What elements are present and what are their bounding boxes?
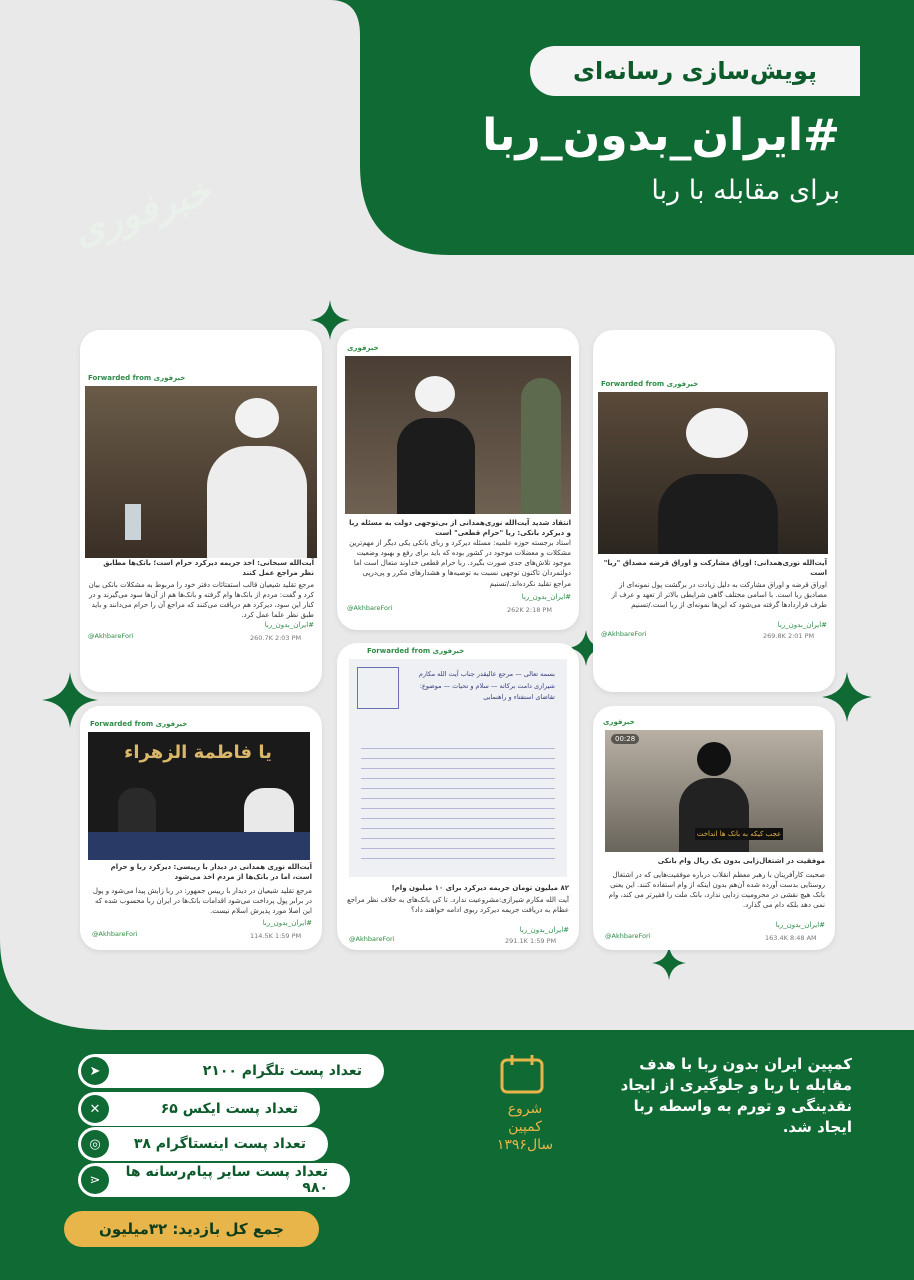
channel-label: خبرفوری: [603, 718, 635, 726]
post-card[interactable]: [593, 330, 835, 692]
video-duration: 00:28: [611, 734, 639, 744]
post-hashtag[interactable]: #ایران_بدون_ربا: [521, 593, 571, 601]
post-card[interactable]: [593, 706, 835, 950]
post-hashtag[interactable]: #ایران_بدون_ربا: [262, 919, 312, 927]
post-headline: آیت‌الله سبحانی: اخذ جریمه دیرکرد حرام است؛ بانک‌ها مطابق نظر مراجع عمل کنند: [103, 559, 314, 578]
forwarded-label: Forwarded from خبرفوری: [90, 720, 188, 728]
post-hashtag[interactable]: #ایران_بدون_ربا: [519, 926, 569, 934]
post-headline: انتقاد شدید آیت‌الله نوری‌همدانی از بی‌توجهی دولت به مسئله ربا و دیرکرد بانکی: ربا "حرام قطعی" است: [349, 519, 571, 538]
campaign-description: کمپین ایران بدون ربا با هدف مقابله با ربا و جلوگیری از ایجاد نقدینگی و تورم به واسطه ربا ایجاد شد.: [620, 1055, 852, 1136]
start-label: شروع: [507, 1101, 543, 1117]
post-body: آیت الله مکارم شیرازی:مشروعیت ندارد. تا کی بانک‌های به خلاف نظر مراجع عظام به دریافت جریمه دیرکرد ربوی ادامه خواهند داد؟: [346, 896, 569, 915]
post-body: مرجع تقلید شیعیان قالب استفتائات دفتر خود را مربوط به مشکلات بانکی بیان کرد و گفت: مردم از بانک‌ها وام گرفته و بانک‌ها هم از آن‌ها سود می‌گیرند و در کنار این سود، دیرکرد هم دریافت می‌کنند که مراجع آن را حرام می‌دانند و باید طبق نظر علما عمل کرد.: [88, 581, 314, 620]
stat-other: تعداد پست سایر پیام‌رسانه ها ۹۸۰ ⋖: [78, 1163, 350, 1197]
post-photo: [85, 386, 317, 558]
stat-telegram: تعداد پست تلگرام ۲۱۰۰ ➤: [78, 1054, 384, 1088]
post-meta: 262K 2:18 PM: [507, 606, 552, 614]
share-icon: ⋖: [81, 1166, 109, 1194]
letter-image: [349, 659, 567, 877]
start-year: سال۱۳۹۶: [496, 1137, 554, 1154]
post-photo: [88, 732, 310, 860]
channel-label: خبرفوری: [347, 344, 379, 352]
post-meta: 163.4K 8:48 AM: [765, 934, 817, 942]
banner-text: یا فاطمة الزهراء: [124, 742, 272, 763]
telegram-icon: ➤: [81, 1057, 109, 1085]
star-decor: [652, 946, 686, 980]
total-views: جمع کل بازدید: ۳۲میلیون: [64, 1211, 319, 1247]
video-thumbnail[interactable]: [605, 730, 823, 852]
post-handle[interactable]: @AkhbareFori: [347, 604, 393, 612]
post-photo: [345, 356, 571, 514]
post-meta: 269.8K 2:01 PM: [763, 632, 815, 640]
campaign-start: [470, 1100, 580, 1155]
post-handle[interactable]: @AkhbareFori: [92, 930, 138, 938]
forwarded-label: Forwarded from خبرفوری: [88, 374, 186, 382]
logo: خبرفوری: [68, 168, 217, 254]
post-headline: آیت‌الله نوری همدانی در دیدار با رییسی: دیرکرد ربا و حرام است، اما در بانک‌ها از مردم اخذ می‌شود: [110, 863, 312, 882]
post-handle[interactable]: @AkhbareFori: [88, 632, 134, 640]
post-headline: آیت‌الله نوری‌همدانی: اوراق مشارکت و اوراق قرضه مصداق "ربا" است: [603, 559, 827, 578]
post-handle[interactable]: @AkhbareFori: [601, 630, 647, 638]
post-card[interactable]: [337, 643, 579, 950]
stat-instagram: تعداد پست اینستاگرام ۳۸ ◎: [78, 1127, 328, 1161]
header-tag: پویش‌سازی رسانه‌ای: [530, 46, 860, 96]
video-caption: عجب کیکه به بانک ها انداخت: [696, 830, 782, 838]
forwarded-label: Forwarded from خبرفوری: [367, 647, 465, 655]
post-meta: 260.7K 2:03 PM: [250, 634, 302, 642]
campaign-subtitle: برای مقابله با ربا: [651, 175, 840, 206]
letter-text: بسمه تعالی — مرجع عالیقدر جناب آیت الله مکارم شیرازی دامت برکاته — سلام و تحیات — موضوع: تقاضای استفتاء و راهنمایی: [418, 670, 555, 702]
post-hashtag[interactable]: #ایران_بدون_ربا: [777, 621, 827, 629]
calendar-icon: [498, 1054, 546, 1096]
post-handle[interactable]: @AkhbareFori: [349, 935, 395, 943]
post-meta: 114.5K 1:59 PM: [250, 932, 302, 940]
post-card[interactable]: [337, 328, 579, 630]
post-hashtag[interactable]: #ایران_بدون_ربا: [775, 921, 825, 929]
post-hashtag[interactable]: #ایران_بدون_ربا: [264, 621, 314, 629]
post-body: استاد برجسته حوزه علمیه: مسئله دیرکرد و ربای بانکی یکی دیگر از مهم‌ترین مشکلات و معضلات موجود در کشور بوده که باید برای رفع و بهبود وضعیت موجود تلاش‌های جدی صورت بگیرد. ربا حرام قطعی خداوند متعال است اما دولتمردان تاکنون توجهی نسبت به توصیه‌ها و هشدارهای مکرر و پی‌درپی مراجع تقلید نکرده‌اند./تسنیم: [349, 539, 571, 588]
forwarded-label: Forwarded from خبرفوری: [601, 380, 699, 388]
post-headline: موفقیت در اشتغال‌زایی بدون یک ریال وام بانکی: [657, 857, 825, 865]
stat-x: تعداد پست ایکس ۶۵ ✕: [78, 1092, 320, 1126]
post-meta: 291.1K 1:59 PM: [505, 937, 557, 945]
x-icon: ✕: [81, 1095, 109, 1123]
post-body: اوراق قرضه و اوراق مشارکت به دلیل زیادت در برگشت پول نمونه‌ای از مصادیق ربا است. با اسامی مختلف گاهی شرایطی بالاتر از تعهد و عرف از طرف قراردادها گرفته می‌شود که این‌ها نمونه‌ای از ربا است./تسنیم: [611, 581, 827, 610]
post-card[interactable]: [80, 330, 322, 692]
post-card[interactable]: [80, 706, 322, 950]
campaign-title: #ایران_بدون_ربا: [482, 110, 840, 161]
start-label: کمپین: [508, 1119, 542, 1136]
post-body: صحبت کارآفرینان با رهبر معظم انقلاب درباره موفقیت‌هایی که در اشتغال روستایی بدست آورده شده آن‌هم بدون اینکه از وام استفاده کنند. این یعنی بانک هیچ نقشی در محرومیت زدایی ندارد، بانک ملت را فقیرتر می کند، وام نمی دهد بلکه دام می گذارد.: [608, 871, 825, 910]
post-handle[interactable]: @AkhbareFori: [605, 932, 651, 940]
post-photo: [598, 392, 828, 554]
post-body: مرجع تقلید شیعیان در دیدار با رییس جمهور: در ربا زایش پیدا می‌شود و پول در برابر پول پرداخت می‌شود اقدامات بانک‌ها در ایران ربا محسوب شده که این اصلا مورد پذیرش اسلام نیست.: [92, 887, 312, 916]
post-headline: ۸۲ میلیون تومان جریمه دیرکرد برای ۱۰ میلیون وام!: [391, 884, 569, 892]
instagram-icon: ◎: [81, 1130, 109, 1158]
